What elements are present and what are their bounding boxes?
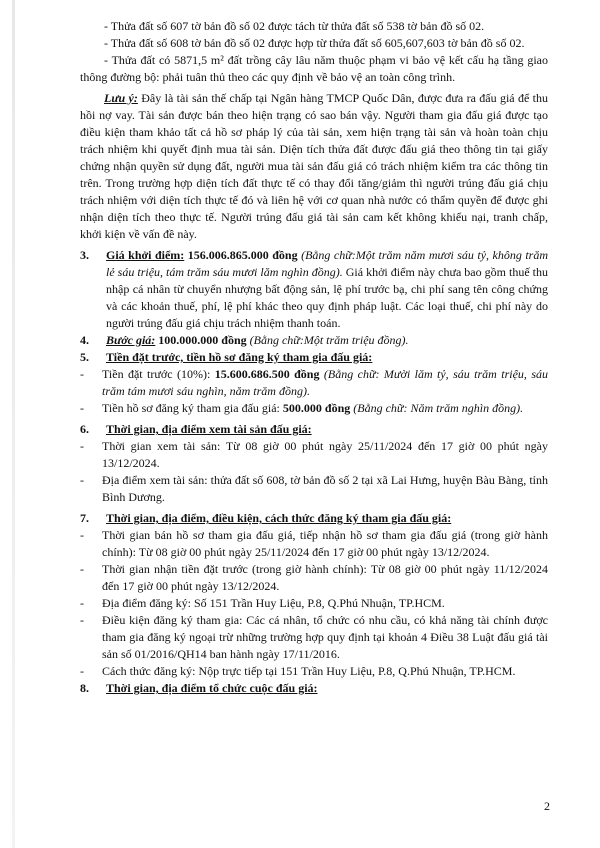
dash: - [80, 613, 84, 627]
registration-item-text: Cách thức đăng ký: Nộp trực tiếp tại 151 Trần Huy Liệu, P.8, Q.Phú Nhuận, TP.HCM. [102, 664, 516, 678]
note-label: Lưu ý: [104, 91, 138, 105]
registration-item [80, 612, 548, 663]
intro-item-3: - Thửa đất có 5871,5 m² đất trồng cây lâu năm thuộc phạm vi bảo vệ kết cấu hạ tầng giao thông đường bộ: phải tuân thủ theo các quy định về bảo vệ an toàn công trình. [80, 53, 548, 84]
section-8-title: Thời gian, địa điểm tổ chức cuộc đấu giá: [106, 681, 318, 695]
registration-item-text: Thời gian bán hồ sơ tham gia đấu giá, tiếp nhận hồ sơ tham gia đấu giá (trong giờ hành chính): Từ 08 giờ 00 phút ngày 25/11/2024 đến 17 giờ 00 phút ngày 13/12/2024. [102, 528, 548, 559]
note-paragraph [80, 90, 548, 243]
section-3-label: Giá khởi điểm: [106, 248, 185, 262]
section-4-body [106, 332, 548, 349]
section-4 [80, 332, 548, 349]
view-place-item [80, 472, 548, 506]
deposit-amount: 15.600.686.500 đồng [214, 367, 320, 381]
starting-price-amount: 156.006.865.000 đồng [184, 248, 298, 262]
deposit-dash: - [80, 367, 84, 381]
fee-amount: 500.000 đồng [282, 401, 351, 415]
section-5-title: Tiền đặt trước, tiền hồ sơ đăng ký tham gia đấu giá: [106, 350, 373, 364]
registration-item [80, 663, 548, 680]
fee-text: Tiền hồ sơ đăng ký tham gia đấu giá: [102, 401, 283, 415]
note-text: Đây là tài sản thế chấp tại Ngân hàng TMCP Quốc Dân, được đưa ra đấu giá để thu hồi nợ vay. Tài sản được bán theo hiện trạng có sao bán vậy. Người tham gia đấu giá được tạo điều kiện tham khảo tất cả hồ sơ pháp lý của tài sản, xem hiện trạng tài sản và hoàn toàn chịu trách nhiệm khi quyết định mua tài sản. Diện tích thửa đất được đấu giá theo thông tin tại giấy chứng nhận quyền sử dụng đất, người mua tài sản đấu giá có trách nhiệm kiểm tra các thông tin trên. Trong trường hợp diện tích đất thực tế có thay đổi tăng/giảm thì người trúng đấu giá chịu trách nhiệm với diện tích thực tế đó và liên hệ với cơ quan nhà nước có thẩm quyền để được ghi nhận diện tích theo thực tế. Người trúng đấu giá tài sản cam kết không khiếu nại, tranh chấp, khởi kiện về vấn đề này. [80, 91, 549, 241]
section-5 [80, 349, 548, 366]
section-6-number: 6. [80, 422, 89, 436]
dash: - [80, 664, 84, 678]
section-7-title: Thời gian, địa điểm, điều kiện, cách thức đăng ký tham gia đấu giá: [106, 511, 452, 525]
fee-dash: - [80, 401, 84, 415]
dash: - [80, 596, 84, 610]
section-7 [80, 510, 548, 527]
section-3-rest: Giá khởi điểm này chưa bao gồm thuế thu nhập cá nhân từ chuyển nhượng bất động sản, lệ phí trước bạ, chi phí sang tên công chứng và các khoản thuế, phí, lệ phí khác theo quy định pháp luật. Các loại thuế, chi phí này do người trúng đấu giá chịu trách nhiệm thanh toán. [106, 265, 548, 330]
section-3 [80, 247, 548, 332]
dash: - [80, 473, 84, 487]
deposit-item [80, 366, 548, 400]
deposit-text: Tiền đặt trước (10%): [102, 367, 215, 381]
section-4-label: Bước giá: [106, 333, 156, 347]
dash: - [80, 439, 84, 453]
section-6 [80, 421, 548, 438]
registration-item [80, 595, 548, 612]
view-time-text: Thời gian xem tài sản: Từ 08 giờ 00 phút ngày 25/11/2024 đến 17 giờ 00 phút ngày 13/12/2024. [102, 439, 548, 470]
bid-step-words: (Bằng chữ:Một trăm triệu đồng). [246, 333, 409, 347]
view-place-text: Địa điểm xem tài sản: thửa đất số 608, tờ bản đồ số 2 tại xã Lai Hưng, huyện Bàu Bàng, tỉnh Bình Dương. [102, 473, 548, 504]
section-5-number: 5. [80, 350, 89, 364]
registration-item-text: Địa điểm đăng ký: Số 151 Trần Huy Liệu, P.8, Q.Phú Nhuận, TP.HCM. [102, 596, 445, 610]
section-8 [80, 680, 548, 697]
view-time-item [80, 438, 548, 472]
registration-item-text: Thời gian nhận tiền đặt trước (trong giờ hành chính): Từ 08 giờ 00 phút ngày 11/12/2024 đến 17 giờ 00 phút ngày 13/12/2024. [102, 562, 548, 593]
section-6-title: Thời gian, địa điểm xem tài sản đấu giá: [106, 422, 312, 436]
fee-words: (Bằng chữ: Năm trăm nghìn đồng). [350, 401, 524, 415]
section-4-number: 4. [80, 333, 89, 347]
starting-price-words: (Bằng chữ:Một trăm năm mươi sáu tỷ, không trăm lẻ sáu triệu, tám trăm sáu mươi lăm nghìn đồng). [106, 248, 549, 279]
deposit-words: (Bằng chữ: Mười lăm tỷ, sáu trăm triệu, sáu trăm tám mươi sáu nghìn, năm trăm đồng). [102, 367, 548, 398]
page-number: 2 [544, 799, 550, 813]
intro-item-2: - Thửa đất số 608 tờ bản đồ số 02 được hợp từ thửa đất số 605,607,603 tờ bản đồ số 02. [104, 36, 525, 50]
section-8-number: 8. [80, 681, 89, 695]
dash: - [80, 562, 84, 576]
section-7-number: 7. [80, 511, 89, 525]
dash: - [80, 528, 84, 542]
registration-item [80, 527, 548, 561]
bid-step-amount: 100.000.000 đồng [155, 333, 247, 347]
registration-item-text: Điều kiện đăng ký tham gia: Các cá nhân, tổ chức có nhu cầu, có khả năng tài chính được tham gia đăng ký ngoại trừ những trường hợp quy định tại khoản 4 Điều 38 Luật đấu giá tài sản số 01/2016/QH14 ban hành ngày 17/11/2016. [102, 613, 548, 661]
registration-item [80, 561, 548, 595]
section-3-body [106, 247, 548, 332]
intro-item-1: - Thửa đất số 607 tờ bản đồ số 02 được tách từ thửa đất số 538 tờ bản đồ số 02. [104, 19, 485, 33]
fee-item [80, 400, 548, 417]
section-3-number: 3. [80, 248, 89, 262]
